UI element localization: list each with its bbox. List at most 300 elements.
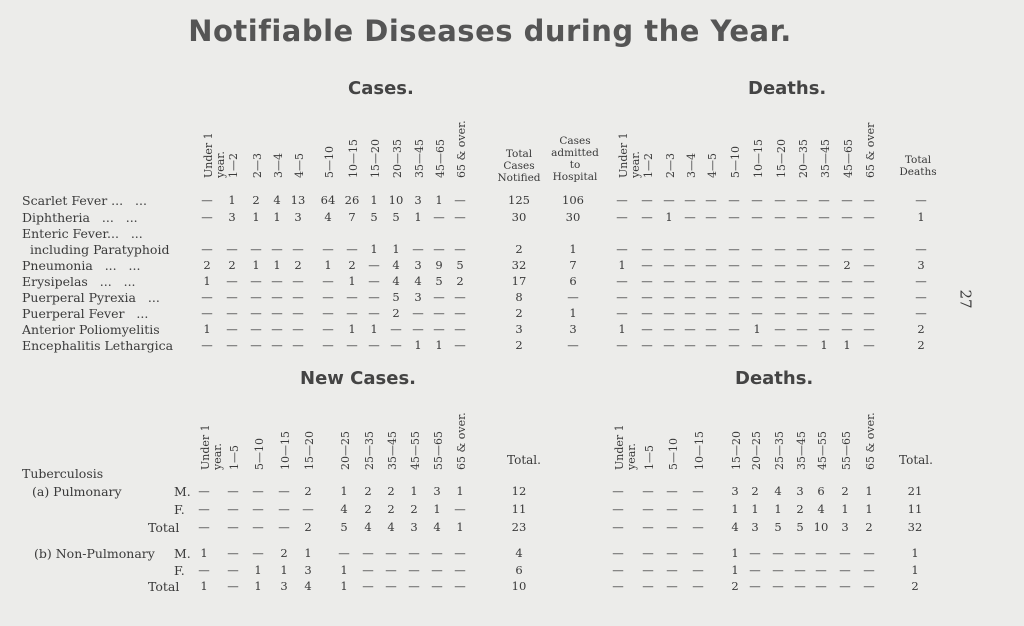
tb-case-cell: — <box>227 502 239 516</box>
tb-case-cell: 1 <box>433 502 441 516</box>
disease-label: Puerperal Fever ... <box>22 306 149 321</box>
new-cases-heading: New Cases. <box>300 368 416 389</box>
case-cell: — <box>201 306 213 320</box>
tb-death-cell: 1 <box>731 546 739 560</box>
tb-case-cell: — <box>198 502 210 516</box>
tb-case-cell: — <box>431 579 443 593</box>
death-age-header: 45—65 <box>842 139 855 178</box>
death-cell: — <box>863 322 875 336</box>
case-cell: 1 <box>348 274 356 288</box>
case-cell: — <box>271 274 283 288</box>
death-cell: — <box>616 306 628 320</box>
tb-death-age-header: 1—5 <box>643 445 656 470</box>
case-cell: 1 <box>273 210 281 224</box>
death-cell: — <box>728 210 740 224</box>
case-cell: — <box>390 322 402 336</box>
death-cell: — <box>728 242 740 256</box>
case-age-header: 3—4 <box>272 153 285 178</box>
case-cell: — <box>322 322 334 336</box>
tb-case-age-header: 10—15 <box>279 431 292 470</box>
death-cell: — <box>705 274 717 288</box>
admitted-header: Cases admitted to Hospital <box>551 135 599 183</box>
tb-sex-label: Total <box>148 579 180 594</box>
tb-case-cell: 5 <box>340 520 348 534</box>
tb-total-deaths-cell: 21 <box>907 484 923 498</box>
tb-sex-label: Total <box>148 520 180 535</box>
case-cell: 5 <box>392 290 400 304</box>
case-cell: 9 <box>435 258 443 272</box>
admitted-cell: 30 <box>565 210 581 224</box>
tb-death-cell: 10 <box>813 520 829 534</box>
death-cell: — <box>796 306 808 320</box>
death-cell: — <box>684 290 696 304</box>
death-cell: — <box>663 258 675 272</box>
death-cell: — <box>751 258 763 272</box>
death-cell: — <box>818 306 830 320</box>
admitted-cell: — <box>567 290 579 304</box>
death-age-header: 5—10 <box>729 146 742 178</box>
tb-case-cell: 1 <box>410 484 418 498</box>
case-cell: — <box>368 258 380 272</box>
case-cell: 1 <box>370 193 378 207</box>
case-cell: — <box>226 322 238 336</box>
tb-death-age-header: 35—45 <box>795 431 808 470</box>
death-cell: — <box>751 306 763 320</box>
admitted-cell: 7 <box>569 258 577 272</box>
tb-death-cell: 2 <box>796 502 804 516</box>
death-cell: — <box>705 210 717 224</box>
tb-death-cell: 4 <box>817 502 825 516</box>
death-cell: — <box>728 258 740 272</box>
tb-death-cell: — <box>815 579 827 593</box>
death-cell: 1 <box>618 322 626 336</box>
tb-case-cell: 4 <box>433 520 441 534</box>
death-cell: — <box>774 274 786 288</box>
death-age-header: 65 & over <box>864 122 877 178</box>
tb-case-cell: 4 <box>304 579 312 593</box>
tb-death-cell: 1 <box>774 502 782 516</box>
case-cell: — <box>322 306 334 320</box>
tb-death-cell: — <box>772 563 784 577</box>
death-cell: — <box>663 322 675 336</box>
tb-death-cell: — <box>815 546 827 560</box>
total-cases-cell: 2 <box>515 306 523 320</box>
death-cell: — <box>705 193 717 207</box>
tb-case-cell: — <box>252 520 264 534</box>
case-cell: — <box>250 306 262 320</box>
page-title: Notifiable Diseases during the Year. <box>188 14 792 48</box>
death-cell: — <box>863 274 875 288</box>
tb-total-cell: 4 <box>515 546 523 560</box>
death-cell: — <box>641 322 653 336</box>
tb-group-label: (a) Pulmonary <box>32 484 122 499</box>
tb-total-header: Total. <box>507 453 541 467</box>
case-cell: — <box>433 322 445 336</box>
case-cell: — <box>454 210 466 224</box>
case-cell: 1 <box>324 258 332 272</box>
case-cell: — <box>250 274 262 288</box>
case-cell: 1 <box>370 242 378 256</box>
death-cell: — <box>863 258 875 272</box>
case-age-header: 1—2 <box>227 153 240 178</box>
tb-death-cell: — <box>794 546 806 560</box>
case-cell: 7 <box>348 210 356 224</box>
tb-case-cell: 1 <box>340 484 348 498</box>
total-deaths-header: Total Deaths <box>899 154 937 178</box>
total-cases-cell: 30 <box>511 210 527 224</box>
case-cell: — <box>454 290 466 304</box>
case-age-header: 45—65 <box>434 139 447 178</box>
total-deaths-cell: 3 <box>917 258 925 272</box>
tb-case-cell: 3 <box>280 579 288 593</box>
tb-case-cell: — <box>385 579 397 593</box>
death-cell: — <box>863 290 875 304</box>
tb-death-age-header: 5—10 <box>667 438 680 470</box>
total-cases-cell: 17 <box>511 274 527 288</box>
tb-death-cell: — <box>612 520 624 534</box>
tb-death-cell: — <box>666 563 678 577</box>
tb-case-cell: 3 <box>433 484 441 498</box>
tb-death-cell: — <box>794 563 806 577</box>
death-cell: — <box>705 290 717 304</box>
death-cell: — <box>684 338 696 352</box>
death-cell: — <box>616 290 628 304</box>
case-cell: — <box>292 242 304 256</box>
tb-death-cell: 3 <box>796 484 804 498</box>
tb-case-cell: — <box>362 579 374 593</box>
death-cell: — <box>751 338 763 352</box>
case-cell: — <box>390 338 402 352</box>
tb-death-cell: 3 <box>731 484 739 498</box>
case-cell: — <box>346 306 358 320</box>
case-cell: — <box>292 322 304 336</box>
tb-death-cell: — <box>692 484 704 498</box>
case-age-header: Under 1 year. <box>202 132 227 178</box>
tb-death-cell: — <box>863 546 875 560</box>
total-cases-cell: 2 <box>515 242 523 256</box>
tb-case-cell: — <box>431 546 443 560</box>
death-cell: — <box>796 210 808 224</box>
tb-case-cell: — <box>252 502 264 516</box>
death-cell: — <box>684 322 696 336</box>
total-deaths-cell: — <box>915 290 927 304</box>
case-cell: — <box>412 242 424 256</box>
disease-label: Puerperal Pyrexia ... <box>22 290 160 305</box>
tb-case-cell: — <box>338 546 350 560</box>
death-cell: — <box>863 306 875 320</box>
case-age-header: 20—35 <box>391 139 404 178</box>
tb-total-deaths-cell: 2 <box>911 579 919 593</box>
tb-case-cell: — <box>362 563 374 577</box>
death-cell: — <box>841 210 853 224</box>
case-cell: 5 <box>435 274 443 288</box>
case-cell: — <box>368 290 380 304</box>
tb-death-cell: — <box>772 546 784 560</box>
tb-death-cell: — <box>863 579 875 593</box>
tb-case-cell: — <box>227 579 239 593</box>
case-cell: 4 <box>392 274 400 288</box>
tb-case-cell: 1 <box>200 579 208 593</box>
tb-case-cell: 2 <box>387 502 395 516</box>
death-age-header: 15—20 <box>775 139 788 178</box>
tb-death-age-header: 10—15 <box>693 431 706 470</box>
death-age-header: 2—3 <box>664 153 677 178</box>
tb-total-deaths-cell: 1 <box>911 546 919 560</box>
death-cell: — <box>751 242 763 256</box>
death-cell: — <box>616 193 628 207</box>
death-cell: — <box>641 338 653 352</box>
tb-death-cell: — <box>642 546 654 560</box>
tb-death-cell: — <box>692 563 704 577</box>
case-cell: — <box>322 338 334 352</box>
tb-death-cell: 4 <box>731 520 739 534</box>
death-cell: 1 <box>753 322 761 336</box>
death-cell: — <box>616 338 628 352</box>
death-cell: — <box>751 274 763 288</box>
death-cell: — <box>663 274 675 288</box>
total-cases-cell: 125 <box>508 193 530 207</box>
case-cell: 2 <box>392 306 400 320</box>
tb-sex-label: M. <box>174 484 191 499</box>
death-cell: — <box>774 338 786 352</box>
disease-label: Erysipelas ... ... <box>22 274 136 289</box>
case-cell: — <box>201 193 213 207</box>
tb-death-cell: 3 <box>841 520 849 534</box>
death-cell: — <box>663 290 675 304</box>
death-cell: — <box>641 210 653 224</box>
case-cell: 5 <box>370 210 378 224</box>
tb-case-cell: 1 <box>456 484 464 498</box>
tb-case-cell: — <box>252 546 264 560</box>
tb-case-cell: — <box>454 546 466 560</box>
tb-death-cell: — <box>666 484 678 498</box>
case-cell: 4 <box>324 210 332 224</box>
case-cell: 1 <box>414 338 422 352</box>
total-deaths-cell: 2 <box>917 338 925 352</box>
tb-total-deaths-cell: 11 <box>907 502 923 516</box>
tb-case-cell: 1 <box>280 563 288 577</box>
tb-death-cell: 4 <box>774 484 782 498</box>
case-cell: 3 <box>294 210 302 224</box>
death-cell: — <box>796 193 808 207</box>
case-cell: — <box>454 193 466 207</box>
tb-case-cell: 3 <box>304 563 312 577</box>
admitted-cell: 6 <box>569 274 577 288</box>
tb-case-age-header: 65 & over. <box>455 412 468 470</box>
case-cell: 1 <box>203 274 211 288</box>
death-cell: — <box>728 193 740 207</box>
death-cell: 1 <box>820 338 828 352</box>
death-cell: — <box>641 274 653 288</box>
tb-death-age-header: 65 & over. <box>864 412 877 470</box>
tb-death-cell: — <box>749 563 761 577</box>
tb-case-age-header: 35—45 <box>386 431 399 470</box>
tb-case-age-header: 45—55 <box>409 431 422 470</box>
tb-death-cell: 2 <box>731 579 739 593</box>
death-cell: — <box>796 290 808 304</box>
case-cell: — <box>226 242 238 256</box>
death-cell: — <box>863 193 875 207</box>
case-age-header: 15—20 <box>369 139 382 178</box>
death-cell: — <box>641 193 653 207</box>
case-age-header: 5—10 <box>323 146 336 178</box>
case-age-header: 2—3 <box>251 153 264 178</box>
tb-case-cell: — <box>227 563 239 577</box>
tb-case-cell: — <box>278 502 290 516</box>
death-cell: — <box>616 210 628 224</box>
case-cell: — <box>412 306 424 320</box>
tb-death-cell: 1 <box>751 502 759 516</box>
tb-death-cell: — <box>839 563 851 577</box>
disease-label: Encephalitis Lethargica <box>22 338 174 353</box>
tb-case-cell: — <box>252 484 264 498</box>
case-cell: — <box>412 322 424 336</box>
tb-case-cell: — <box>198 520 210 534</box>
case-cell: 1 <box>348 322 356 336</box>
case-cell: 1 <box>435 193 443 207</box>
case-age-header: 65 & over. <box>455 120 468 178</box>
death-cell: — <box>641 306 653 320</box>
death-cell: — <box>841 322 853 336</box>
case-cell: 1 <box>392 242 400 256</box>
death-cell: — <box>774 258 786 272</box>
total-cases-cell: 32 <box>511 258 527 272</box>
tb-case-cell: — <box>408 579 420 593</box>
tb-death-cell: — <box>612 579 624 593</box>
death-cell: — <box>663 242 675 256</box>
tb-death-cell: 1 <box>841 502 849 516</box>
case-cell: 4 <box>273 193 281 207</box>
tb-death-cell: — <box>666 546 678 560</box>
case-cell: 1 <box>252 258 260 272</box>
tb-deaths-heading: Deaths. <box>735 368 814 389</box>
case-cell: 5 <box>392 210 400 224</box>
case-cell: — <box>292 338 304 352</box>
tb-case-cell: 2 <box>364 502 372 516</box>
case-cell: 3 <box>414 258 422 272</box>
death-cell: — <box>728 322 740 336</box>
tb-death-cell: — <box>612 484 624 498</box>
death-cell: — <box>705 306 717 320</box>
case-cell: — <box>250 290 262 304</box>
disease-label: Pneumonia ... ... <box>22 258 141 273</box>
case-cell: — <box>271 242 283 256</box>
tb-case-cell: — <box>454 579 466 593</box>
death-cell: — <box>796 274 808 288</box>
death-cell: — <box>663 306 675 320</box>
death-cell: — <box>705 242 717 256</box>
death-cell: — <box>841 306 853 320</box>
tb-case-cell: 1 <box>456 520 464 534</box>
tb-case-cell: — <box>385 546 397 560</box>
case-cell: — <box>226 338 238 352</box>
tb-case-cell: — <box>198 563 210 577</box>
tb-death-cell: 1 <box>865 484 873 498</box>
death-cell: — <box>663 338 675 352</box>
case-cell: 2 <box>348 258 356 272</box>
tb-total-cell: 23 <box>511 520 527 534</box>
case-age-header: 10—15 <box>347 139 360 178</box>
tb-case-cell: 1 <box>200 546 208 560</box>
case-age-header: 35—45 <box>413 139 426 178</box>
disease-label: Enteric Fever... ... <box>22 226 143 241</box>
death-age-header: 1—2 <box>642 153 655 178</box>
tb-death-cell: 3 <box>751 520 759 534</box>
tb-case-age-header: Under 1 year. <box>199 424 224 470</box>
death-cell: — <box>751 210 763 224</box>
tb-case-cell: — <box>454 563 466 577</box>
death-cell: — <box>705 338 717 352</box>
death-cell: — <box>863 210 875 224</box>
admitted-cell: — <box>567 338 579 352</box>
tb-death-cell: — <box>666 520 678 534</box>
tb-case-cell: — <box>227 484 239 498</box>
case-cell: 3 <box>228 210 236 224</box>
death-cell: — <box>818 290 830 304</box>
case-cell: — <box>346 290 358 304</box>
death-cell: — <box>705 322 717 336</box>
death-cell: — <box>616 242 628 256</box>
tb-case-cell: 2 <box>304 520 312 534</box>
death-cell: — <box>728 306 740 320</box>
death-cell: — <box>796 322 808 336</box>
disease-label: Diphtheria ... ... <box>22 210 138 225</box>
tb-case-cell: — <box>278 520 290 534</box>
tb-case-cell: 2 <box>364 484 372 498</box>
tb-case-age-header: 1—5 <box>228 445 241 470</box>
case-cell: — <box>271 322 283 336</box>
case-cell: — <box>433 242 445 256</box>
tb-death-cell: — <box>839 579 851 593</box>
death-cell: — <box>841 242 853 256</box>
case-cell: — <box>250 338 262 352</box>
tb-case-cell: — <box>454 502 466 516</box>
admitted-cell: 1 <box>569 306 577 320</box>
cases-heading: Cases. <box>348 78 414 99</box>
case-cell: — <box>433 210 445 224</box>
death-cell: — <box>684 258 696 272</box>
case-cell: — <box>346 242 358 256</box>
case-cell: 5 <box>456 258 464 272</box>
death-cell: — <box>818 258 830 272</box>
tb-case-cell: — <box>385 563 397 577</box>
case-cell: — <box>322 274 334 288</box>
death-cell: 1 <box>665 210 673 224</box>
case-cell: 4 <box>414 274 422 288</box>
case-cell: 2 <box>252 193 260 207</box>
tb-case-cell: 2 <box>304 484 312 498</box>
death-cell: — <box>684 274 696 288</box>
tb-death-cell: — <box>815 563 827 577</box>
death-cell: — <box>774 290 786 304</box>
total-cases-cell: 3 <box>515 322 523 336</box>
tb-death-cell: — <box>666 502 678 516</box>
death-cell: — <box>616 274 628 288</box>
tb-case-cell: 4 <box>387 520 395 534</box>
tb-death-cell: 1 <box>731 563 739 577</box>
case-cell: — <box>201 290 213 304</box>
death-cell: — <box>863 242 875 256</box>
tb-total-cell: 6 <box>515 563 523 577</box>
tb-case-cell: 1 <box>254 579 262 593</box>
total-deaths-cell: — <box>915 274 927 288</box>
death-cell: — <box>641 242 653 256</box>
tb-case-cell: 1 <box>340 579 348 593</box>
case-cell: — <box>346 338 358 352</box>
admitted-cell: 3 <box>569 322 577 336</box>
case-cell: — <box>292 274 304 288</box>
tb-death-cell: 2 <box>865 520 873 534</box>
